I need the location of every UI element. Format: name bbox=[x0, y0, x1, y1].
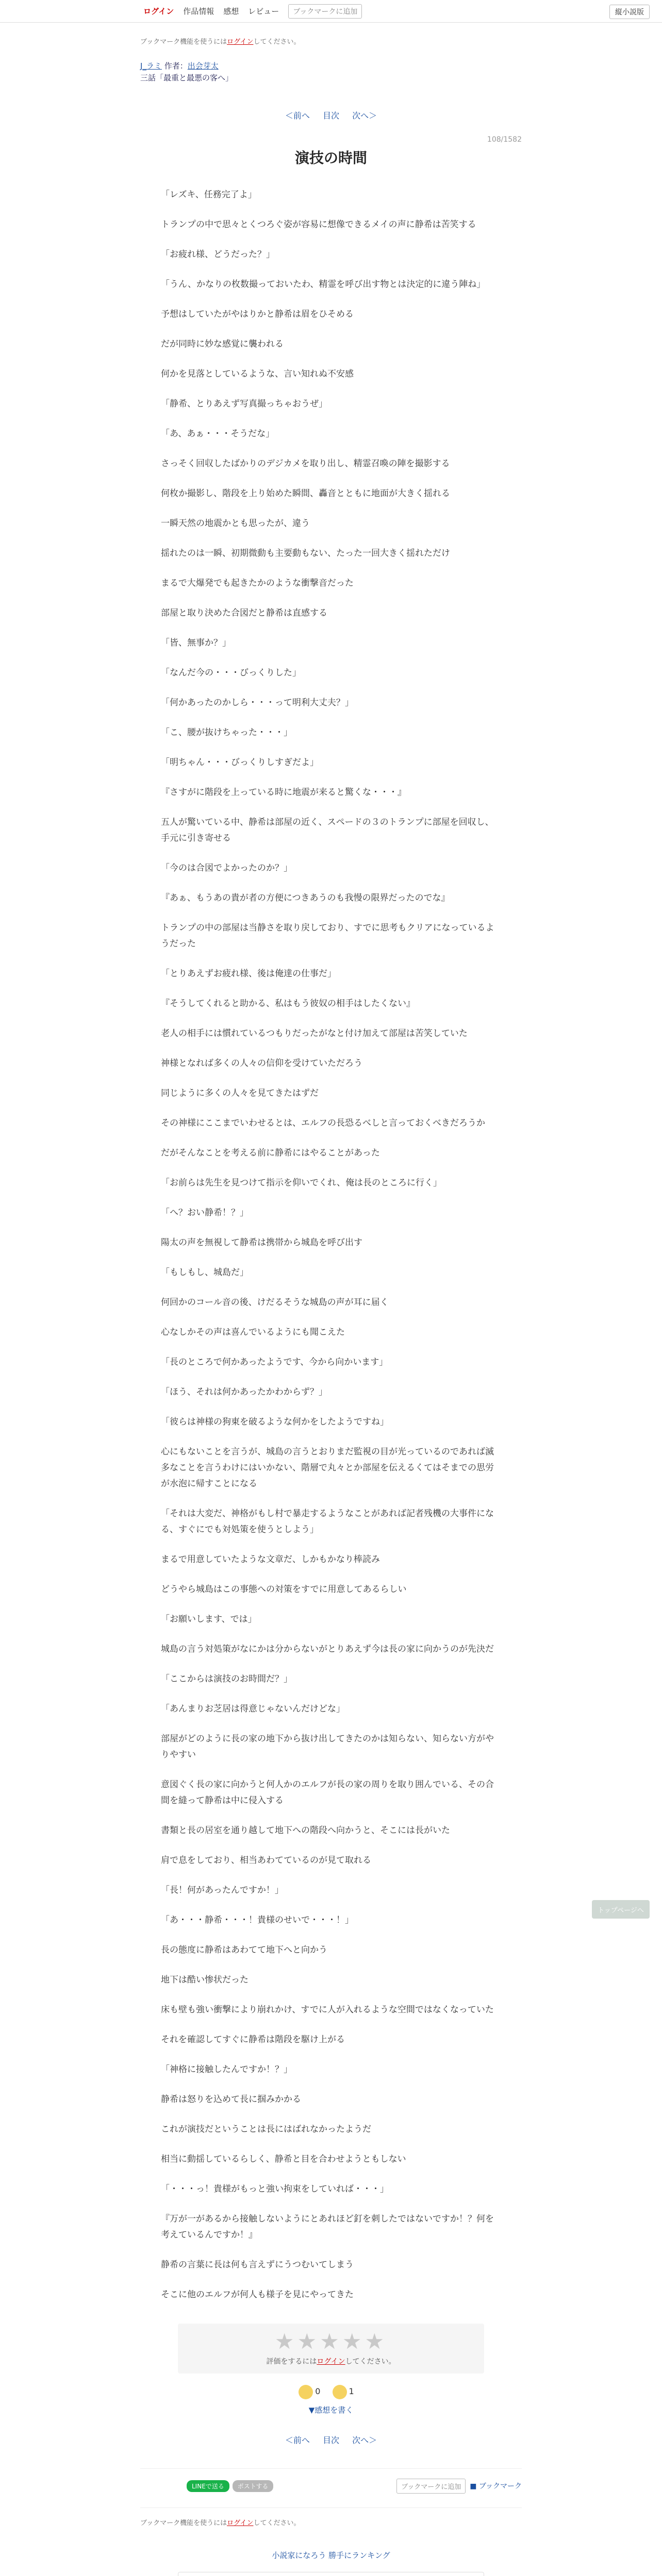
body-line: 神様となれば多くの人々の信仰を受けていただろう bbox=[161, 1058, 362, 1069]
body-line: 「ここからは演技のお時間だ？」 bbox=[161, 1673, 292, 1684]
body-line: 心なしかその声は喜んでいるようにも聞こえた bbox=[161, 1327, 345, 1337]
body-line: 『万が一があるから接触しないようにとあれほど釘を刺したではないですか！？何を考えているんですか！』 bbox=[161, 2213, 494, 2240]
body-line: 『さすがに階段を上っている時に地震が来ると驚くな・・・』 bbox=[161, 787, 406, 798]
body-line: 静希の言葉に長は何も言えずにうつむいてしまう bbox=[161, 2259, 354, 2270]
smile-icon[interactable] bbox=[333, 2385, 347, 2399]
body-line: 「お願いします、では」 bbox=[161, 1614, 257, 1624]
body-line: 何枚か撮影し、階段を上り始めた瞬間、轟音とともに地面が大きく揺れる bbox=[161, 488, 450, 499]
write-impression-link[interactable]: ▼感想を書く bbox=[308, 2405, 354, 2415]
body-line: さっそく回収したばかりのデジカメを取り出し、精霊召喚の陣を撮影する bbox=[161, 458, 450, 469]
body-line: 「明ちゃん・・・びっくりしすぎだよ」 bbox=[161, 757, 319, 768]
body-line: 部屋と取り決めた合図だと静希は直感する bbox=[161, 607, 327, 618]
body-line: これが演技だということは長にはばれなかったようだ bbox=[161, 2124, 371, 2134]
episode-body bbox=[140, 187, 522, 2303]
body-line: 相当に動揺しているらしく、静希と目を合わせようともしない bbox=[161, 2154, 406, 2164]
body-line: 「今のは合図でよかったのか？」 bbox=[161, 862, 292, 873]
body-line: 「なんだ今の・・・びっくりした」 bbox=[161, 667, 301, 678]
body-line: 「何かあったのかしら・・・って明利大丈夫？」 bbox=[161, 697, 354, 708]
body-line: 何かを見落としているような、言い知れぬ不安感 bbox=[161, 368, 354, 379]
body-line: 意図ぐく長の家に向かうと何人かのエルフが長の家の周りを取り囲んでいる、その合間を縫って静希は中に侵入する bbox=[161, 1779, 494, 1806]
body-line: トランプの中の部屋は当静さを取り戻しており、すでに思考もクリアになっているようだった bbox=[161, 922, 494, 949]
login-link[interactable]: ログイン bbox=[143, 7, 174, 16]
ranking-link[interactable]: 小説家になろう 勝手にランキング bbox=[272, 2550, 390, 2560]
author-link[interactable]: 出会芽太 bbox=[187, 61, 219, 71]
body-line: 「彼らは神様の狗東を破るような何かをしたようですね」 bbox=[161, 1416, 389, 1427]
body-line: その神様にここまでいわせるとは、エルフの長恐るべしと言っておくべきだろうか bbox=[161, 1117, 485, 1128]
body-line: 五人が驚いている中、静希は部屋の近く、スペードの３のトランプに部屋を回収し、手元に引き寄せる bbox=[161, 817, 494, 843]
body-line: 「お疲れ様、どうだった？」 bbox=[161, 249, 275, 260]
share-row bbox=[140, 2468, 522, 2496]
series-link[interactable]: J_ラミ bbox=[140, 61, 162, 71]
reaction-count: 0 bbox=[315, 2386, 321, 2396]
vertical-novel-button[interactable]: 縦小説版 bbox=[609, 5, 650, 19]
body-line: まるで用意していたような文章だ、しかもかなり棒読み bbox=[161, 1554, 380, 1565]
reaction-count: 1 bbox=[349, 2386, 354, 2396]
body-line: 心にもないことを言うが、城島の言うとおりまだ監視の目が光っているのであれば滅多なことを言うわけにはいかない、階層で丸々とか部屋を伝えるくてはそまでの思労が水泡に帰すことになる bbox=[161, 1446, 494, 1489]
next-link[interactable]: 次へ＞ bbox=[352, 110, 377, 121]
rating-note: 評価をするにはログインしてください。 bbox=[266, 2357, 396, 2366]
body-line: 「長！何があったんですか！」 bbox=[161, 1885, 284, 1895]
body-line: 長の態度に静希はあわてて地下へと向かう bbox=[161, 1944, 327, 1955]
body-line: 一瞬天然の地震かとも思ったが、違う bbox=[161, 518, 310, 529]
bookmark-add-box[interactable]: ブックマークに追加 bbox=[288, 4, 362, 19]
main-content bbox=[140, 36, 522, 2576]
body-line: 床も壁も強い衝撃により崩れかけ、すでに人が入れるような空間ではなくなっていた bbox=[161, 2004, 494, 2015]
toc-link[interactable]: 目次 bbox=[322, 110, 339, 121]
work-info-link[interactable]: 作品情報 bbox=[183, 7, 214, 16]
episode-number: 108/1582 bbox=[487, 135, 522, 144]
bookmark-add-box[interactable]: ブックマークに追加 bbox=[396, 2479, 466, 2494]
novel-meta: J_ラミ 作者：出会芽太 三話「最重と最悪の客へ」 bbox=[140, 60, 522, 84]
prev-link[interactable]: ＜前へ bbox=[285, 110, 310, 121]
body-line: 「お前らは先生を見つけて指示を仰いでくれ、俺は長のところに行く」 bbox=[161, 1177, 442, 1188]
body-line: 「もしもし、城島だ」 bbox=[161, 1267, 249, 1278]
body-line: 「あんまりお芝居は得意じゃないんだけどな」 bbox=[161, 1703, 345, 1714]
body-line: 何回かのコール音の後、けだるそうな城島の声が耳に届く bbox=[161, 1297, 389, 1308]
body-line: 「皆、無事か？」 bbox=[161, 637, 231, 648]
episode-pager-bottom bbox=[140, 2434, 522, 2446]
body-line: 揺れたのは一瞬、初期微動も主要動もない、たった一回大きく揺れただけ bbox=[161, 548, 450, 558]
body-line: 「ほう、それは何かあったかわからず？」 bbox=[161, 1386, 327, 1397]
body-line: 「神格に接触したんですか！？」 bbox=[161, 2064, 292, 2075]
body-line: そこに他のエルフが何人も様子を見にやってきた bbox=[161, 2289, 354, 2300]
body-line: 『あぁ、もうあの貴が者の方便につきあうのも我慢の限界だったのでな』 bbox=[161, 892, 450, 903]
login-note-link[interactable]: ログイン bbox=[227, 2519, 254, 2527]
body-line: 「長のところで何かあったようです、今から向かいます」 bbox=[161, 1357, 388, 1367]
top-header bbox=[0, 0, 662, 23]
page-top-button[interactable]: トップページへ bbox=[592, 1900, 650, 1919]
chapter-title: 三話「最重と最悪の客へ」 bbox=[140, 73, 234, 83]
line-share-button[interactable]: LINEで送る bbox=[187, 2480, 229, 2492]
body-line: 肩で息をしており、相当あわてているのが見て取れる bbox=[161, 1855, 371, 1866]
body-line: 城島の言う対処策がなにかは分からないがとりあえず今は長の家に向かうのが先決だ bbox=[161, 1643, 494, 1654]
body-line: 書類と長の居室を通り越して地下への階段へ向かうと、そこには長がいた bbox=[161, 1825, 450, 1836]
body-line: 「あ、あぁ・・・そうだな」 bbox=[161, 428, 275, 439]
post-share-button[interactable]: ポストする bbox=[233, 2480, 274, 2492]
login-note: ブックマーク機能を使うにはログインしてください。 bbox=[140, 2507, 522, 2527]
rating-stars[interactable]: ★★★★★ bbox=[274, 2328, 388, 2354]
login-note: ブックマーク機能を使うにはログインしてください。 bbox=[140, 38, 301, 46]
body-line: 「とりあえずお疲れ様、後は俺達の仕事だ」 bbox=[161, 968, 336, 979]
body-line: 「あ・・・静希・・・！貴様のせいで・・・！」 bbox=[161, 1914, 354, 1925]
reaction-row bbox=[140, 2385, 522, 2399]
rating-box bbox=[178, 2324, 484, 2374]
body-line: 地下は酷い惨状だった bbox=[161, 1974, 249, 1985]
body-line: 予想はしていたがやはりかと静希は眉をひそめる bbox=[161, 309, 354, 319]
body-line: トランプの中で思々とくつろぐ姿が容易に想像できるメイの声に静希は苦笑する bbox=[161, 219, 476, 230]
body-line: 部屋がどのように長の家の地下から抜け出してきたのかは知らない、知らない方がやりやすい bbox=[161, 1733, 494, 1760]
body-line: 『そうしてくれると助かる、私はもう彼奴の相手はしたくない』 bbox=[161, 998, 415, 1009]
body-line: 静希は怒りを込めて長に掴みかかる bbox=[161, 2094, 301, 2105]
review-link[interactable]: レビュー bbox=[248, 7, 279, 16]
body-line: どうやら城島はこの事態への対策をすでに用意してあるらしい bbox=[161, 1584, 407, 1595]
rating-login-link[interactable]: ログイン bbox=[317, 2357, 345, 2366]
bookmark-icon: ■ bbox=[470, 2482, 477, 2490]
body-line: 「へ？おい静希！？」 bbox=[161, 1207, 249, 1218]
episode-title: 演技の時間 bbox=[294, 149, 367, 166]
login-note-link[interactable]: ログイン bbox=[227, 38, 254, 46]
body-line: それを確認してすぐに静希は階段を駆け上がる bbox=[161, 2034, 345, 2045]
body-line: まるで大爆発でも起きたかのような衝撃音だった bbox=[161, 578, 354, 588]
body-line: 「こ、腰が抜けちゃった・・・」 bbox=[161, 727, 292, 738]
body-line: 「静希、とりあえず写真撮っちゃおうぜ」 bbox=[161, 398, 327, 409]
body-line: 陽太の声を無視して静希は携帯から城島を呼び出す bbox=[161, 1237, 362, 1248]
body-line: 「・・・っ！貴様がもっと強い拘束をしていれば・・・」 bbox=[161, 2183, 389, 2194]
thumbs-up-icon[interactable] bbox=[299, 2385, 313, 2399]
impressions-link[interactable]: 感想 bbox=[223, 7, 239, 16]
body-line: 「それは大変だ、神格がもし村で暴走するようなことがあれば記者残機の大事件になる、すぐにでも対処策を使うとしよう」 bbox=[161, 1508, 494, 1535]
body-line: 「レズキ、任務完了よ」 bbox=[161, 189, 257, 200]
bookmark-button[interactable]: ■ ブックマーク bbox=[470, 2482, 522, 2490]
episode-pager-top bbox=[140, 109, 522, 121]
body-line: 老人の相手には慣れているつもりだったがなと付け加えて部屋は苦笑していた bbox=[161, 1028, 468, 1039]
new-impressions-box bbox=[178, 2572, 484, 2576]
toc-link[interactable]: 目次 bbox=[322, 2435, 339, 2445]
body-line: 同じように多くの人々を見てきたはずだ bbox=[161, 1088, 319, 1098]
body-line: 「うん、かなりの枚数撮っておいたわ、精霊を呼び出す物とは決定的に違う陣ね」 bbox=[161, 279, 486, 290]
next-link[interactable]: 次へ＞ bbox=[352, 2435, 377, 2445]
body-line: だが同時に妙な感覚に襲われる bbox=[161, 338, 284, 349]
body-line: だがそんなことを考える前に静希にはやることがあった bbox=[161, 1147, 380, 1158]
prev-link[interactable]: ＜前へ bbox=[285, 2435, 310, 2445]
